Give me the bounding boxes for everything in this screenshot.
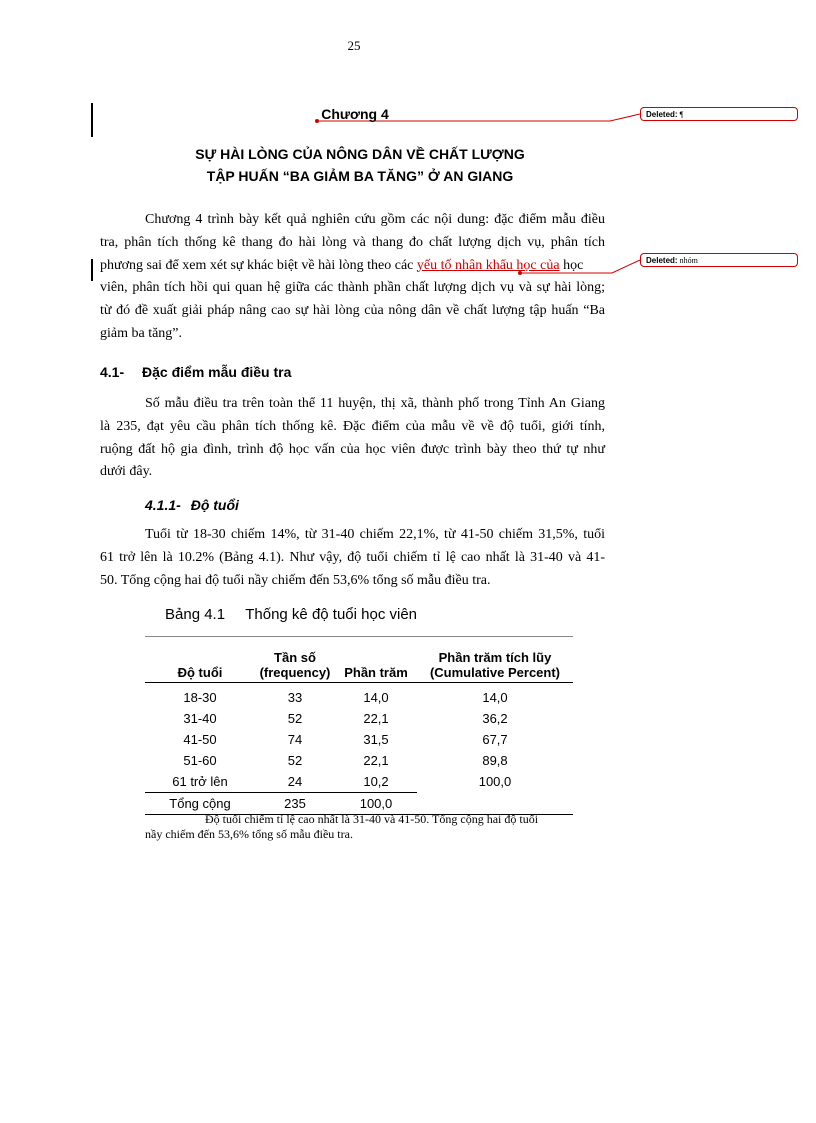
table-row	[145, 708, 573, 729]
table-header-row	[145, 636, 573, 683]
cell-total-frequency: 235	[255, 793, 335, 815]
header-frequency	[255, 636, 335, 683]
header-cumulative	[417, 636, 573, 683]
text-line: từ đó đề xuất giải pháp nâng cao sự hài lòng của nông dân về chất lượng tập huấn “Ba	[100, 303, 605, 319]
balloon-label: Deleted:	[646, 110, 678, 119]
cell-frequency: 74	[287, 732, 303, 747]
table-title: Thống kê độ tuổi học viên	[245, 606, 418, 623]
balloon-text: ¶	[679, 110, 684, 119]
chapter-heading: Chương 4	[321, 106, 389, 122]
cell-frequency: 33	[287, 690, 303, 705]
header-line: (Cumulative Percent)	[429, 665, 561, 680]
cell-frequency: 52	[287, 753, 303, 768]
inserted-text[interactable]: yếu tố nhân khẩu học của	[416, 257, 560, 273]
subsection-heading	[145, 497, 239, 513]
text-line: giảm ba tăng”.	[100, 325, 183, 341]
chapter-title-line-1: SỰ HÀI LÒNG CỦA NÔNG DÂN VỀ CHẤT LƯỢNG	[195, 146, 525, 162]
cell-age: 31-40	[183, 711, 217, 726]
chapter-title-line-2: TẬP HUẤN “BA GIẢM BA TĂNG” Ở AN GIANG	[206, 168, 514, 184]
table-note	[145, 812, 575, 842]
cell-cumulative: 36,2	[482, 711, 508, 726]
header-age: Độ tuổi	[145, 636, 255, 683]
cell-total-label: Tổng cộng	[145, 793, 255, 815]
text-line: Chương 4 trình bày kết quả nghiên cứu gồm các nội dung: đặc điểm mẫu điều	[145, 212, 605, 227]
subsection-title: Độ tuổi	[190, 497, 239, 513]
balloon-label: Deleted:	[646, 256, 678, 265]
table-row	[145, 729, 573, 750]
header-line: Tần số	[274, 650, 316, 665]
deleted-balloon[interactable]	[640, 107, 798, 121]
cell-cumulative: 89,8	[482, 753, 508, 768]
cell-age: 18-30	[183, 690, 217, 705]
note-line: Độ tuổi chiếm tỉ lệ cao nhất là 31-40 và 41-50. Tổng cộng hai độ tuổi	[205, 812, 539, 826]
deleted-balloon[interactable]	[640, 253, 798, 267]
text-line: 50. Tổng cộng hai độ tuổi nầy chiếm đến 53,6% tổng số mẫu điều tra.	[100, 572, 491, 588]
text-line: tra, phân tích thống kê thang đo hài lòng và thang đo chất lượng dịch vụ, phân tích	[100, 234, 605, 250]
text-line: Tuổi từ 18-30 chiếm 14%, từ 31-40 chiếm 22,1%, từ 41-50 chiếm 31,5%, tuổi	[145, 527, 605, 542]
header-percent: Phần trăm	[335, 636, 417, 683]
age-table	[145, 636, 573, 815]
cell-frequency: 24	[287, 774, 303, 789]
cell-age: 41-50	[183, 732, 217, 747]
section-title: Đặc điểm mẫu điều tra	[142, 364, 292, 380]
cell-age: 61 trở lên	[172, 774, 228, 789]
cell-percent: 14,0	[363, 690, 389, 705]
cell-total-percent: 100,0	[335, 793, 417, 815]
section-4-1-1-paragraph	[100, 524, 605, 592]
cell-cumulative: 100,0	[478, 774, 512, 790]
intro-paragraph	[100, 209, 605, 346]
table-number: Bảng 4.1	[165, 606, 226, 623]
text-run: phương sai để xem xét sự khác biệt về hài lòng theo các	[100, 257, 417, 273]
cell-percent: 22,1	[363, 753, 389, 768]
section-heading	[100, 364, 291, 380]
table-row	[145, 683, 573, 709]
table-row	[145, 750, 573, 771]
balloon-text: nhóm	[679, 256, 698, 265]
text-line: dưới đây.	[100, 464, 153, 480]
text-line: là 235, đạt yêu cầu phân tích thống kê. Đặc điểm của mẫu về về độ tuổi, giới tính,	[100, 418, 605, 434]
cell-age: 51-60	[183, 753, 217, 768]
section-number: 4.1-	[100, 364, 125, 380]
header-line: (frequency)	[259, 665, 331, 680]
text-line: viên, phân tích hồi qui quan hệ giữa các thành phần chất lượng dịch vụ và sự hài lòng;	[100, 280, 605, 296]
table-row	[145, 771, 573, 793]
note-line: nầy chiếm đến 53,6% tổng số mẫu điều tra.	[145, 827, 353, 841]
cell-cumulative: 14,0	[482, 690, 508, 705]
text-line	[100, 255, 605, 278]
text-line: ruộng đất hộ gia đình, trình độ học vấn của học viên được trình bày theo thứ tự như	[100, 441, 605, 457]
page-number: 25	[347, 38, 361, 53]
text-line: 61 trở lên là 10.2% (Bảng 4.1). Như vậy, độ tuổi chiếm tỉ lệ cao nhất là 31-40 và 41-	[100, 549, 605, 565]
section-4-1-paragraph	[100, 393, 605, 484]
cell-percent: 22,1	[363, 711, 389, 726]
subsection-number: 4.1.1-	[145, 497, 181, 513]
cell-percent: 31,5	[363, 732, 389, 747]
cell-cumulative: 67,7	[482, 732, 508, 747]
text-line: Số mẫu điều tra trên toàn thể 11 huyện, thị xã, thành phố trong Tỉnh An Giang	[145, 396, 605, 411]
table-caption	[165, 606, 417, 623]
text-run: học	[559, 257, 584, 273]
cell-percent: 10,2	[363, 774, 389, 789]
cell-frequency: 52	[287, 711, 303, 726]
header-line: Phần trăm tích lũy	[438, 650, 552, 665]
